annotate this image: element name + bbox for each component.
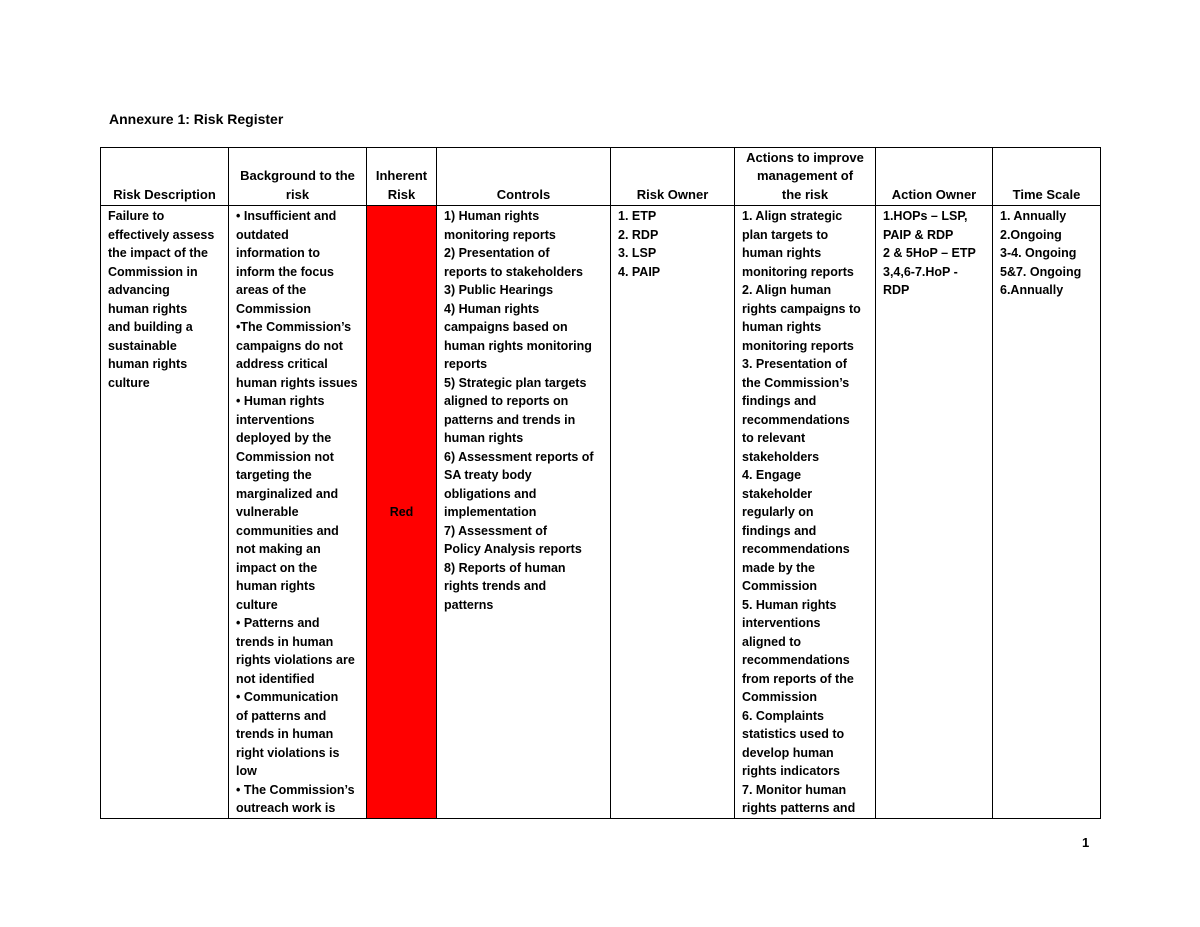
header-controls: Controls xyxy=(437,148,611,206)
text-line: communities and xyxy=(236,523,339,538)
text-line: human rights xyxy=(742,246,822,260)
text-line: effectively assess xyxy=(108,227,215,242)
cell-risk-owner xyxy=(611,206,735,819)
cell-action-owner xyxy=(876,206,993,819)
header-risk-owner: Risk Owner xyxy=(611,148,735,206)
text-line: 3) Public Hearings xyxy=(444,283,554,297)
text-line: reports to stakeholders xyxy=(444,264,583,279)
cell-actions xyxy=(735,206,876,819)
text-line: Commission in xyxy=(108,264,198,279)
text-line: obligations and xyxy=(444,486,537,501)
text-line: 1) Human rights xyxy=(444,209,540,223)
text-line: RDP xyxy=(883,283,910,297)
text-line: recommendations xyxy=(742,653,850,667)
risk-register-table xyxy=(100,147,1101,819)
text-line: Actions to improve xyxy=(746,149,864,165)
text-line: • Communication xyxy=(236,690,339,704)
text-line: 3,4,6-7.HoP - xyxy=(883,264,958,279)
text-line: 4. Engage xyxy=(742,468,802,482)
text-line: 3. LSP xyxy=(618,246,657,260)
text-line: risk xyxy=(285,186,310,202)
text-line: impact on the xyxy=(236,560,318,575)
text-line: management of xyxy=(756,168,854,183)
text-line: rights trends and xyxy=(444,579,547,593)
text-line: 1. Annually xyxy=(1000,209,1067,223)
header-background xyxy=(229,148,367,206)
text-line: recommendations xyxy=(742,542,850,556)
text-line: Failure to xyxy=(108,209,165,223)
header-actions xyxy=(735,148,876,206)
text-line: areas of the xyxy=(236,283,307,297)
text-line: human rights xyxy=(108,357,188,371)
text-line: Commission not xyxy=(236,449,334,464)
text-line: interventions xyxy=(742,616,821,630)
text-line: human rights issues xyxy=(236,375,358,390)
text-line: marginalized and xyxy=(236,486,339,501)
text-line: campaigns based on xyxy=(444,320,568,334)
text-line: statistics used to xyxy=(742,727,845,741)
text-line: •The Commission’s xyxy=(236,320,352,334)
text-line: 5&7. Ongoing xyxy=(1000,264,1082,279)
text-line: 6) Assessment reports of xyxy=(444,449,594,464)
text-line: Policy Analysis reports xyxy=(444,542,582,556)
text-line: 2. Align human xyxy=(742,283,832,297)
table-row xyxy=(101,206,1101,819)
text-line: Background to the xyxy=(240,168,355,183)
text-line: 2. RDP xyxy=(618,227,659,242)
text-line: targeting the xyxy=(236,468,312,482)
text-line: 7. Monitor human xyxy=(742,782,847,797)
text-line: 1. ETP xyxy=(618,209,657,223)
text-line: human rights xyxy=(742,320,822,334)
text-line: to relevant xyxy=(742,431,806,445)
text-line: right violations is xyxy=(236,745,340,760)
text-line: trends in human xyxy=(236,727,334,741)
text-line: 3-4. Ongoing xyxy=(1000,246,1077,260)
text-line: advancing xyxy=(108,283,170,297)
text-line: human rights xyxy=(236,579,316,593)
text-line: information to xyxy=(236,246,321,260)
cell-risk-description xyxy=(101,206,229,819)
text-line: human rights xyxy=(108,301,188,316)
text-line: 5) Strategic plan targets xyxy=(444,375,587,390)
text-line: from reports of the xyxy=(742,671,854,686)
text-line: culture xyxy=(236,597,278,612)
text-line: 6.Annually xyxy=(1000,283,1064,297)
text-line: recommendations xyxy=(742,412,850,427)
text-line: stakeholders xyxy=(742,449,820,464)
text-line: outreach work is xyxy=(236,801,336,815)
text-line: 2 & 5HoP – ETP xyxy=(883,246,976,260)
text-line: human rights monitoring xyxy=(444,338,592,353)
text-line: 1.HOPs – LSP, xyxy=(883,209,968,223)
text-line: 1. Align strategic xyxy=(742,209,843,223)
text-line: of patterns and xyxy=(236,708,327,723)
text-line: 7) Assessment of xyxy=(444,523,548,538)
text-line: 2.Ongoing xyxy=(1000,227,1062,242)
text-line: Commission xyxy=(236,301,312,316)
cell-inherent-risk xyxy=(367,206,437,819)
text-line: rights violations are xyxy=(236,653,355,667)
text-line: 8) Reports of human xyxy=(444,560,566,575)
page-title: Annexure 1: Risk Register xyxy=(109,111,284,127)
text-line: 6. Complaints xyxy=(742,708,824,723)
text-line: not identified xyxy=(236,671,315,686)
text-line: implementation xyxy=(444,505,537,519)
inherent-risk-rating: Red xyxy=(389,504,414,519)
text-line: 2) Presentation of xyxy=(444,246,550,260)
text-line: and building a xyxy=(108,320,193,334)
text-line: monitoring reports xyxy=(742,338,854,353)
text-line: vulnerable xyxy=(236,505,299,519)
text-line: 5. Human rights xyxy=(742,597,837,612)
text-line: outdated xyxy=(236,227,289,242)
text-line: aligned to xyxy=(742,634,802,649)
text-line: deployed by the xyxy=(236,431,332,445)
text-line: stakeholder xyxy=(742,486,813,501)
text-line: sustainable xyxy=(108,338,177,353)
text-line: patterns and trends in xyxy=(444,412,576,427)
text-line: patterns xyxy=(444,597,494,612)
text-line: campaigns do not xyxy=(236,338,343,353)
cell-background xyxy=(229,206,367,819)
text-line: • Human rights xyxy=(236,394,325,408)
text-line: findings and xyxy=(742,523,817,538)
text-line: PAIP & RDP xyxy=(883,227,954,242)
text-line: Risk xyxy=(387,186,416,202)
page-number: 1 xyxy=(1082,835,1090,850)
text-line: made by the xyxy=(742,560,815,575)
header-inherent-risk xyxy=(367,148,437,206)
text-line: Commission xyxy=(742,690,818,704)
header-time-scale: Time Scale xyxy=(993,148,1101,206)
text-line: • Insufficient and xyxy=(236,209,337,223)
text-line: 4) Human rights xyxy=(444,301,540,316)
cell-controls xyxy=(437,206,611,819)
text-line: • The Commission’s xyxy=(236,782,355,797)
text-line: the risk xyxy=(781,186,829,202)
text-line: 3. Presentation of xyxy=(742,357,847,371)
text-line: not making an xyxy=(236,542,321,556)
text-line: reports xyxy=(444,357,488,371)
header-action-owner: Action Owner xyxy=(876,148,993,206)
text-line: aligned to reports on xyxy=(444,394,569,408)
text-line: Inherent xyxy=(375,168,428,183)
text-line: interventions xyxy=(236,412,315,427)
text-line: SA treaty body xyxy=(444,468,532,482)
text-line: rights patterns and xyxy=(742,801,856,815)
text-line: culture xyxy=(108,375,150,390)
text-line: human rights xyxy=(444,431,524,445)
text-line: Commission xyxy=(742,579,818,593)
text-line: the impact of the xyxy=(108,246,209,260)
text-line: plan targets to xyxy=(742,227,829,242)
text-line: address critical xyxy=(236,357,328,371)
text-line: • Patterns and xyxy=(236,616,320,630)
text-line: 4. PAIP xyxy=(618,264,661,279)
header-risk-description: Risk Description xyxy=(101,148,229,206)
cell-time-scale xyxy=(993,206,1101,819)
text-line: the Commission’s xyxy=(742,375,850,390)
text-line: regularly on xyxy=(742,505,814,519)
text-line: develop human xyxy=(742,745,834,760)
text-line: monitoring reports xyxy=(444,227,556,242)
text-line: monitoring reports xyxy=(742,264,854,279)
text-line: trends in human xyxy=(236,634,334,649)
text-line: findings and xyxy=(742,394,817,408)
text-line: inform the focus xyxy=(236,264,334,279)
header-row xyxy=(101,148,1101,206)
text-line: rights campaigns to xyxy=(742,301,861,316)
text-line: rights indicators xyxy=(742,764,840,778)
text-line: low xyxy=(236,764,257,778)
